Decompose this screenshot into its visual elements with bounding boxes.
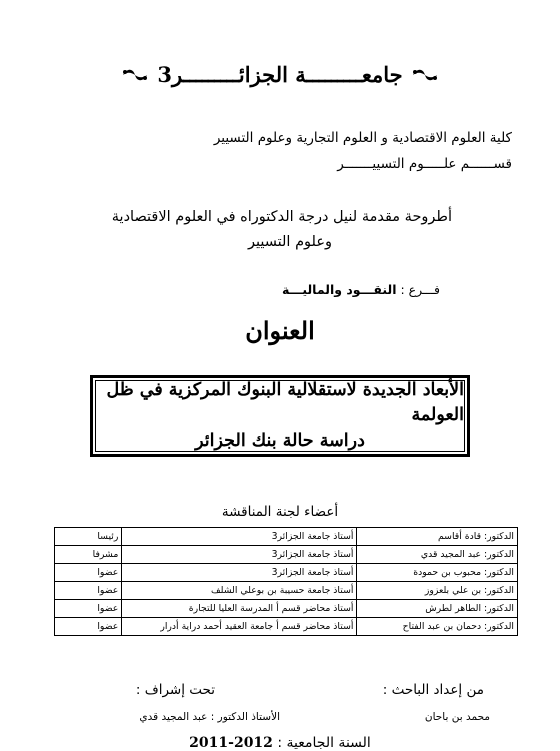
member-role: عضوا — [55, 618, 122, 636]
branch-value: النقـــود والماليـــة — [281, 282, 397, 297]
table-row — [55, 582, 518, 600]
branch — [282, 282, 440, 297]
table-row — [55, 600, 518, 618]
member-role: رئيسا — [55, 528, 122, 546]
member-name: الدكتور: دحمان بن عبد الفتاح — [357, 618, 518, 636]
member-name: الدكتور: الطاهر لطرش — [357, 600, 518, 618]
member-position: أستاذ جامعة الجزائر3 — [122, 546, 357, 564]
title-inner-frame — [95, 380, 465, 452]
academic-year — [0, 735, 560, 751]
title-heading: العنوان — [245, 316, 315, 345]
thesis-title-line2: دراسة حالة بنك الجزائر — [195, 430, 365, 451]
prepared-by-label: من إعداد الباحث : — [382, 682, 484, 698]
branch-label: فـــرع : — [400, 282, 440, 297]
member-role: مشرفا — [55, 546, 122, 564]
ornament-icon — [121, 67, 149, 83]
student-name: محمد بن باحان — [424, 711, 490, 723]
member-name: الدكتور: عبد المجيد قدي — [357, 546, 518, 564]
university-header — [0, 62, 560, 87]
university-name: جامعـــــــــة الجزائـــــــــر3 — [157, 62, 403, 87]
member-name: الدكتور: قادة أقاسم — [357, 528, 518, 546]
table-row — [55, 528, 518, 546]
member-position: أستاذ محاضر قسم أ المدرسة العليا للتجارة — [122, 600, 357, 618]
supervisor-name: الأستاذ الدكتور : عبد المجيد قدي — [139, 711, 280, 723]
ornament-icon — [411, 67, 439, 83]
department-name: قســــــم علـــــوم التسييـــــــر — [337, 156, 512, 172]
member-position: أستاذ جامعة الجزائر3 — [122, 528, 357, 546]
committee-table — [54, 527, 518, 636]
member-role: عضوا — [55, 564, 122, 582]
committee-heading: أعضاء لجنة المناقشة — [221, 504, 339, 520]
table-row — [55, 618, 518, 636]
member-role: عضوا — [55, 600, 122, 618]
thesis-title-line1: الأبعاد الجديدة لاستقلالية البنوك المركزية في ظل العولمة — [106, 379, 464, 426]
member-name: الدكتور: محبوب بن حمودة — [357, 564, 518, 582]
thesis-description-line1: أطروحة مقدمة لنيل درجة الدكتوراه في العلوم الاقتصادية — [111, 209, 452, 225]
member-position: أستاذ جامعة الجزائر3 — [122, 564, 357, 582]
member-role: عضوا — [55, 582, 122, 600]
faculty-name: كلية العلوم الاقتصادية و العلوم التجارية وعلوم التسيير — [213, 130, 512, 146]
member-position: أستاذ جامعة حسيبة بن بوعلي الشلف — [122, 582, 357, 600]
table-row — [55, 564, 518, 582]
thesis-description-line2: وعلوم التسيير — [247, 234, 332, 250]
academic-year-value: 2012-2011 — [189, 735, 273, 751]
member-position: أستاذ محاضر قسم أ جامعة العقيد أحمد دراية أدرار — [122, 618, 357, 636]
academic-year-label: السنة الجامعية : — [277, 735, 371, 751]
table-row — [55, 546, 518, 564]
supervised-by-label: تحت إشراف : — [135, 682, 215, 698]
title-frame — [90, 375, 470, 457]
member-name: الدكتور: بن علي بلعزوز — [357, 582, 518, 600]
